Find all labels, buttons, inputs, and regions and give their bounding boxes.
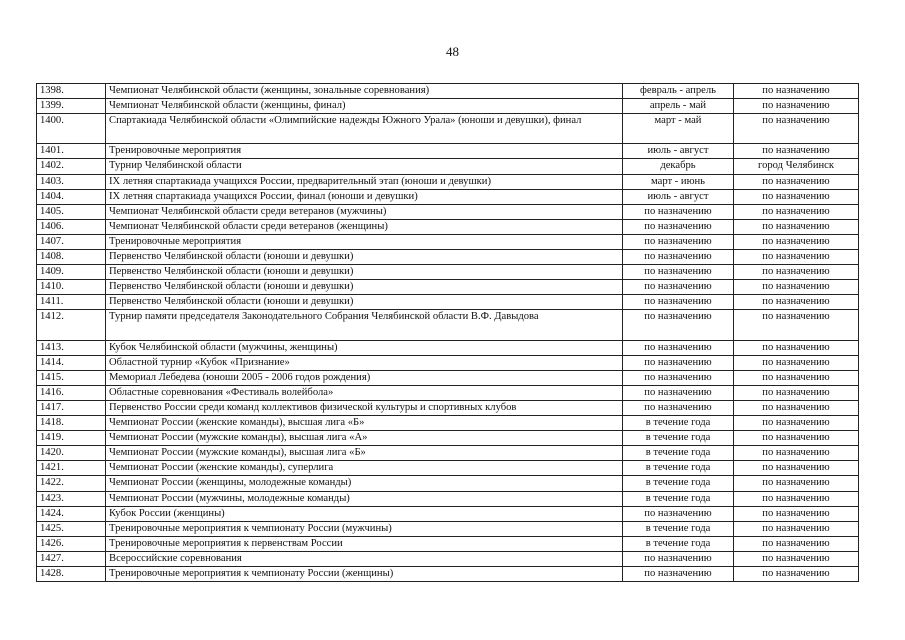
- event-place-cell: по назначению: [734, 204, 859, 219]
- event-date-cell: июль - август: [623, 189, 734, 204]
- event-date-cell: в течение года: [623, 476, 734, 491]
- row-number-cell: 1416.: [37, 385, 106, 400]
- table-row: [37, 506, 859, 521]
- event-name-cell: Чемпионат Челябинской области среди ветеранов (женщины): [106, 219, 623, 234]
- event-name-cell: Тренировочные мероприятия к первенствам России: [106, 536, 623, 551]
- event-date-cell: март - май: [623, 114, 734, 144]
- row-number-cell: 1424.: [37, 506, 106, 521]
- event-place-cell: по назначению: [734, 234, 859, 249]
- row-number-cell: 1406.: [37, 219, 106, 234]
- row-number-cell: 1401.: [37, 144, 106, 159]
- event-place-cell: по назначению: [734, 340, 859, 355]
- table-row: [37, 400, 859, 415]
- event-date-cell: по назначению: [623, 219, 734, 234]
- table-row: [37, 265, 859, 280]
- event-name-cell: Чемпионат России (женщины, молодежные команды): [106, 476, 623, 491]
- event-date-cell: в течение года: [623, 416, 734, 431]
- row-number-cell: 1405.: [37, 204, 106, 219]
- event-place-cell: по назначению: [734, 521, 859, 536]
- event-place-cell: по назначению: [734, 431, 859, 446]
- table-row: [37, 446, 859, 461]
- event-name-cell: Чемпионат Челябинской области (женщины, финал): [106, 99, 623, 114]
- table-row: [37, 219, 859, 234]
- event-name-cell: Первенство Челябинской области (юноши и девушки): [106, 280, 623, 295]
- table-row: [37, 114, 859, 144]
- table-row: [37, 144, 859, 159]
- row-number-cell: 1399.: [37, 99, 106, 114]
- event-name-cell: Первенство России среди команд коллективов физической культуры и спортивных клубов: [106, 400, 623, 415]
- event-place-cell: по назначению: [734, 506, 859, 521]
- table-row: [37, 491, 859, 506]
- event-name-cell: Кубок России (женщины): [106, 506, 623, 521]
- table-row: [37, 431, 859, 446]
- event-place-cell: по назначению: [734, 355, 859, 370]
- row-number-cell: 1400.: [37, 114, 106, 144]
- event-name-cell: Тренировочные мероприятия к чемпионату России (мужчины): [106, 521, 623, 536]
- row-number-cell: 1419.: [37, 431, 106, 446]
- table-row: [37, 310, 859, 340]
- table-row: [37, 551, 859, 566]
- event-place-cell: по назначению: [734, 416, 859, 431]
- event-place-cell: по назначению: [734, 219, 859, 234]
- event-name-cell: Областной турнир «Кубок «Признание»: [106, 355, 623, 370]
- table-row: [37, 295, 859, 310]
- table-row: [37, 174, 859, 189]
- event-name-cell: Чемпионат Челябинской области среди ветеранов (мужчины): [106, 204, 623, 219]
- table-row: [37, 234, 859, 249]
- event-place-cell: по назначению: [734, 461, 859, 476]
- event-date-cell: по назначению: [623, 295, 734, 310]
- row-number-cell: 1420.: [37, 446, 106, 461]
- event-place-cell: по назначению: [734, 370, 859, 385]
- table-row: [37, 280, 859, 295]
- event-place-cell: по назначению: [734, 476, 859, 491]
- event-name-cell: Чемпионат Челябинской области (женщины, зональные соревнования): [106, 84, 623, 99]
- event-name-cell: Чемпионат России (женские команды), высшая лига «Б»: [106, 416, 623, 431]
- event-date-cell: июль - август: [623, 144, 734, 159]
- page-number: 48: [446, 44, 459, 59]
- table-row: [37, 189, 859, 204]
- table-row: [37, 521, 859, 536]
- event-date-cell: по назначению: [623, 400, 734, 415]
- event-name-cell: IX летняя спартакиада учащихся России, финал (юноши и девушки): [106, 189, 623, 204]
- row-number-cell: 1423.: [37, 491, 106, 506]
- event-place-cell: по назначению: [734, 385, 859, 400]
- event-place-cell: по назначению: [734, 84, 859, 99]
- event-name-cell: Кубок Челябинской области (мужчины, женщины): [106, 340, 623, 355]
- event-place-cell: по назначению: [734, 144, 859, 159]
- event-place-cell: по назначению: [734, 174, 859, 189]
- row-number-cell: 1413.: [37, 340, 106, 355]
- event-place-cell: по назначению: [734, 310, 859, 340]
- row-number-cell: 1411.: [37, 295, 106, 310]
- event-name-cell: Спартакиада Челябинской области «Олимпийские надежды Южного Урала» (юноши и девушки), финал: [106, 114, 623, 144]
- event-place-cell: по назначению: [734, 491, 859, 506]
- row-number-cell: 1410.: [37, 280, 106, 295]
- event-place-cell: по назначению: [734, 567, 859, 582]
- event-place-cell: по назначению: [734, 114, 859, 144]
- table-row: [37, 204, 859, 219]
- event-date-cell: март - июнь: [623, 174, 734, 189]
- row-number-cell: 1418.: [37, 416, 106, 431]
- event-name-cell: Первенство Челябинской области (юноши и девушки): [106, 265, 623, 280]
- table-row: [37, 385, 859, 400]
- table-row: [37, 567, 859, 582]
- events-table-body: [37, 84, 859, 582]
- table-row: [37, 84, 859, 99]
- row-number-cell: 1403.: [37, 174, 106, 189]
- event-place-cell: по назначению: [734, 265, 859, 280]
- table-row: [37, 476, 859, 491]
- row-number-cell: 1421.: [37, 461, 106, 476]
- event-name-cell: Турнир Челябинской области: [106, 159, 623, 174]
- event-date-cell: по назначению: [623, 551, 734, 566]
- table-row: [37, 536, 859, 551]
- row-number-cell: 1422.: [37, 476, 106, 491]
- event-name-cell: Тренировочные мероприятия: [106, 234, 623, 249]
- event-date-cell: апрель - май: [623, 99, 734, 114]
- event-date-cell: в течение года: [623, 536, 734, 551]
- event-name-cell: Чемпионат России (женские команды), суперлига: [106, 461, 623, 476]
- row-number-cell: 1415.: [37, 370, 106, 385]
- event-date-cell: по назначению: [623, 567, 734, 582]
- event-name-cell: IX летняя спартакиада учащихся России, предварительный этап (юноши и девушки): [106, 174, 623, 189]
- row-number-cell: 1426.: [37, 536, 106, 551]
- table-row: [37, 461, 859, 476]
- table-row: [37, 416, 859, 431]
- event-date-cell: в течение года: [623, 521, 734, 536]
- event-place-cell: по назначению: [734, 551, 859, 566]
- row-number-cell: 1427.: [37, 551, 106, 566]
- event-date-cell: в течение года: [623, 491, 734, 506]
- event-place-cell: по назначению: [734, 536, 859, 551]
- event-place-cell: город Челябинск: [734, 159, 859, 174]
- event-name-cell: Тренировочные мероприятия: [106, 144, 623, 159]
- event-name-cell: Чемпионат России (мужчины, молодежные команды): [106, 491, 623, 506]
- row-number-cell: 1417.: [37, 400, 106, 415]
- event-name-cell: Тренировочные мероприятия к чемпионату России (женщины): [106, 567, 623, 582]
- event-name-cell: Мемориал Лебедева (юноши 2005 - 2006 годов рождения): [106, 370, 623, 385]
- event-place-cell: по назначению: [734, 99, 859, 114]
- event-date-cell: по назначению: [623, 234, 734, 249]
- event-date-cell: по назначению: [623, 370, 734, 385]
- event-date-cell: в течение года: [623, 431, 734, 446]
- event-name-cell: Первенство Челябинской области (юноши и девушки): [106, 250, 623, 265]
- event-name-cell: Турнир памяти председателя Законодательного Собрания Челябинской области В.Ф. Давыдова: [106, 310, 623, 340]
- event-name-cell: Всероссийские соревнования: [106, 551, 623, 566]
- event-date-cell: по назначению: [623, 385, 734, 400]
- row-number-cell: 1398.: [37, 84, 106, 99]
- table-row: [37, 250, 859, 265]
- table-row: [37, 355, 859, 370]
- table-row: [37, 99, 859, 114]
- row-number-cell: 1404.: [37, 189, 106, 204]
- event-date-cell: февраль - апрель: [623, 84, 734, 99]
- event-place-cell: по назначению: [734, 250, 859, 265]
- row-number-cell: 1425.: [37, 521, 106, 536]
- row-number-cell: 1428.: [37, 567, 106, 582]
- row-number-cell: 1407.: [37, 234, 106, 249]
- event-place-cell: по назначению: [734, 446, 859, 461]
- row-number-cell: 1412.: [37, 310, 106, 340]
- event-name-cell: Областные соревнования «Фестиваль волейбола»: [106, 385, 623, 400]
- event-date-cell: в течение года: [623, 446, 734, 461]
- row-number-cell: 1402.: [37, 159, 106, 174]
- event-date-cell: по назначению: [623, 506, 734, 521]
- event-date-cell: по назначению: [623, 340, 734, 355]
- events-table: [36, 83, 859, 582]
- event-name-cell: Чемпионат России (мужские команды), высшая лига «А»: [106, 431, 623, 446]
- table-row: [37, 159, 859, 174]
- table-row: [37, 340, 859, 355]
- event-date-cell: по назначению: [623, 265, 734, 280]
- table-row: [37, 370, 859, 385]
- event-date-cell: по назначению: [623, 355, 734, 370]
- event-date-cell: декабрь: [623, 159, 734, 174]
- row-number-cell: 1409.: [37, 265, 106, 280]
- event-place-cell: по назначению: [734, 295, 859, 310]
- event-date-cell: по назначению: [623, 280, 734, 295]
- event-date-cell: по назначению: [623, 204, 734, 219]
- event-place-cell: по назначению: [734, 189, 859, 204]
- event-place-cell: по назначению: [734, 400, 859, 415]
- row-number-cell: 1414.: [37, 355, 106, 370]
- event-place-cell: по назначению: [734, 280, 859, 295]
- event-date-cell: по назначению: [623, 250, 734, 265]
- event-date-cell: в течение года: [623, 461, 734, 476]
- event-date-cell: по назначению: [623, 310, 734, 340]
- event-name-cell: Первенство Челябинской области (юноши и девушки): [106, 295, 623, 310]
- row-number-cell: 1408.: [37, 250, 106, 265]
- event-name-cell: Чемпионат России (мужские команды), высшая лига «Б»: [106, 446, 623, 461]
